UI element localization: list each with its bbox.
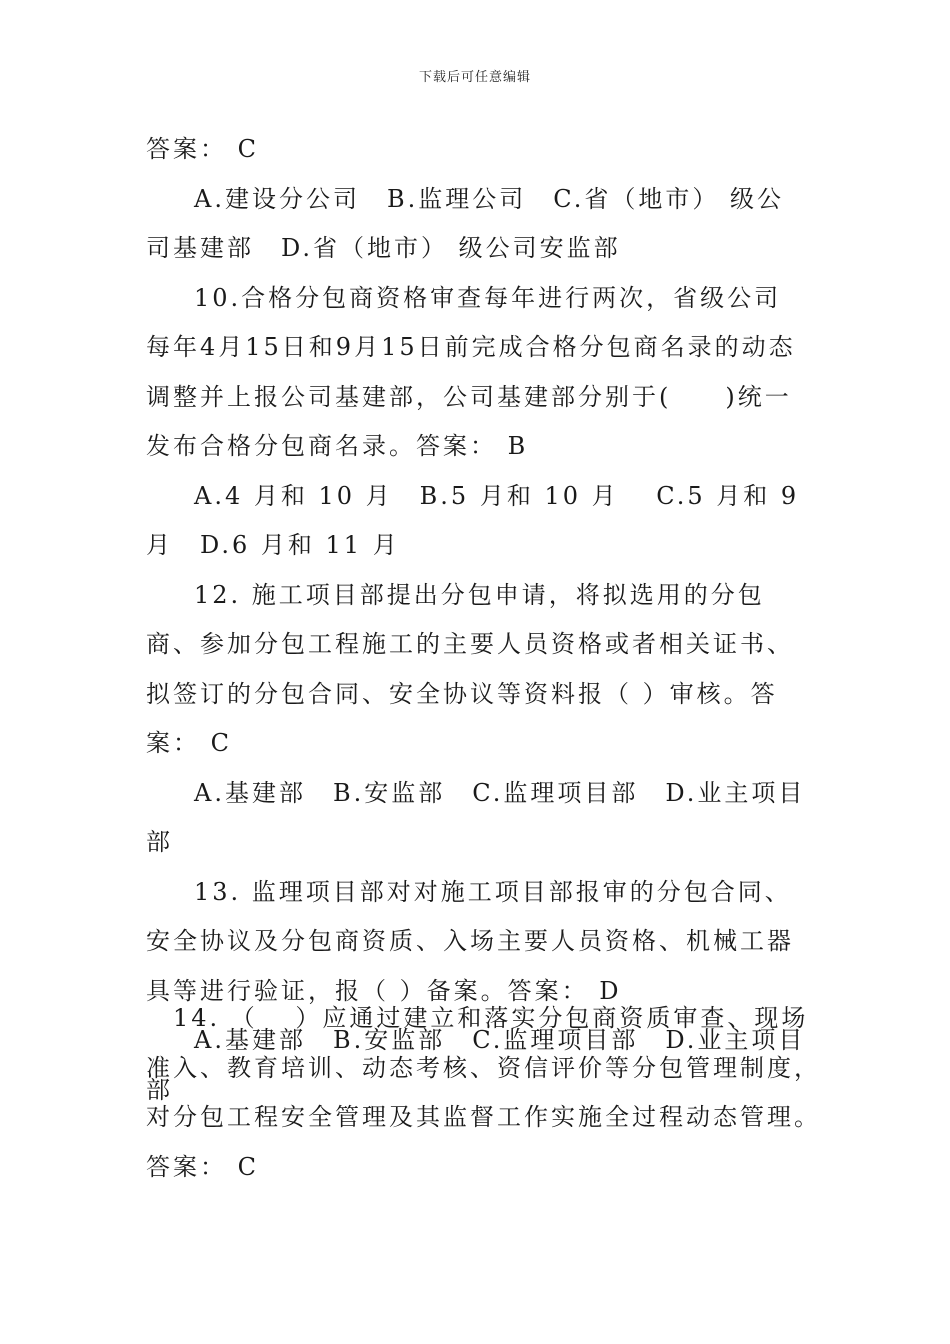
question-10: 10.合格分包商资格审查每年进行两次，省级公司每年4月15日和9月15日前完成合格分包商名录的动态调整并上报公司基建部，公司基建部分别于( )统一发布合格分包商名录。答案： B — [146, 283, 796, 460]
options-12: A.基建部 B.安监部 C.监理项目部 D.业主项目部 — [146, 778, 806, 856]
question-14-line-2: 准入、教育培训、动态考核、资信评价等分包管理制度， — [146, 1053, 821, 1082]
question-14 — [146, 994, 821, 1192]
question-14-answer: 答案： C — [146, 1152, 259, 1181]
answer-line: 答案： C — [146, 135, 259, 163]
document-body — [146, 125, 821, 1115]
options-13: A.基建部 B.安监部 C.监理项目部 D.业主项目部 — [146, 1026, 806, 1104]
page-header: 下载后可任意编辑 — [418, 70, 531, 85]
options-line: A.建设分公司 B.监理公司 C.省（地市） 级公司基建部 D.省（地市） 级公司安监部 — [146, 184, 784, 262]
question-13: 13. 监理项目部对对施工项目部报审的分包合同、安全协议及分包商资质、入场主要人员资格、机械工器具等进行验证，报（ ）备案。答案： D — [146, 877, 794, 1005]
question-14-line-3: 对分包工程安全管理及其监督工作实施全过程动态管理。 — [146, 1103, 821, 1131]
question-12: 12. 施工项目部提出分包申请，将拟选用的分包商、参加分包工程施工的主要人员资格或者相关证书、拟签订的分包合同、安全协议等资料报（ ）审核。答案： C — [146, 580, 794, 757]
options-10: A.4 月和 10 月 B.5 月和 10 月 C.5 月和 9 月 D.6 月和 11 月 — [146, 481, 800, 559]
question-14-line-1: 14. （ ）应通过建立和落实分包商资质审查、现场 — [146, 1004, 809, 1032]
